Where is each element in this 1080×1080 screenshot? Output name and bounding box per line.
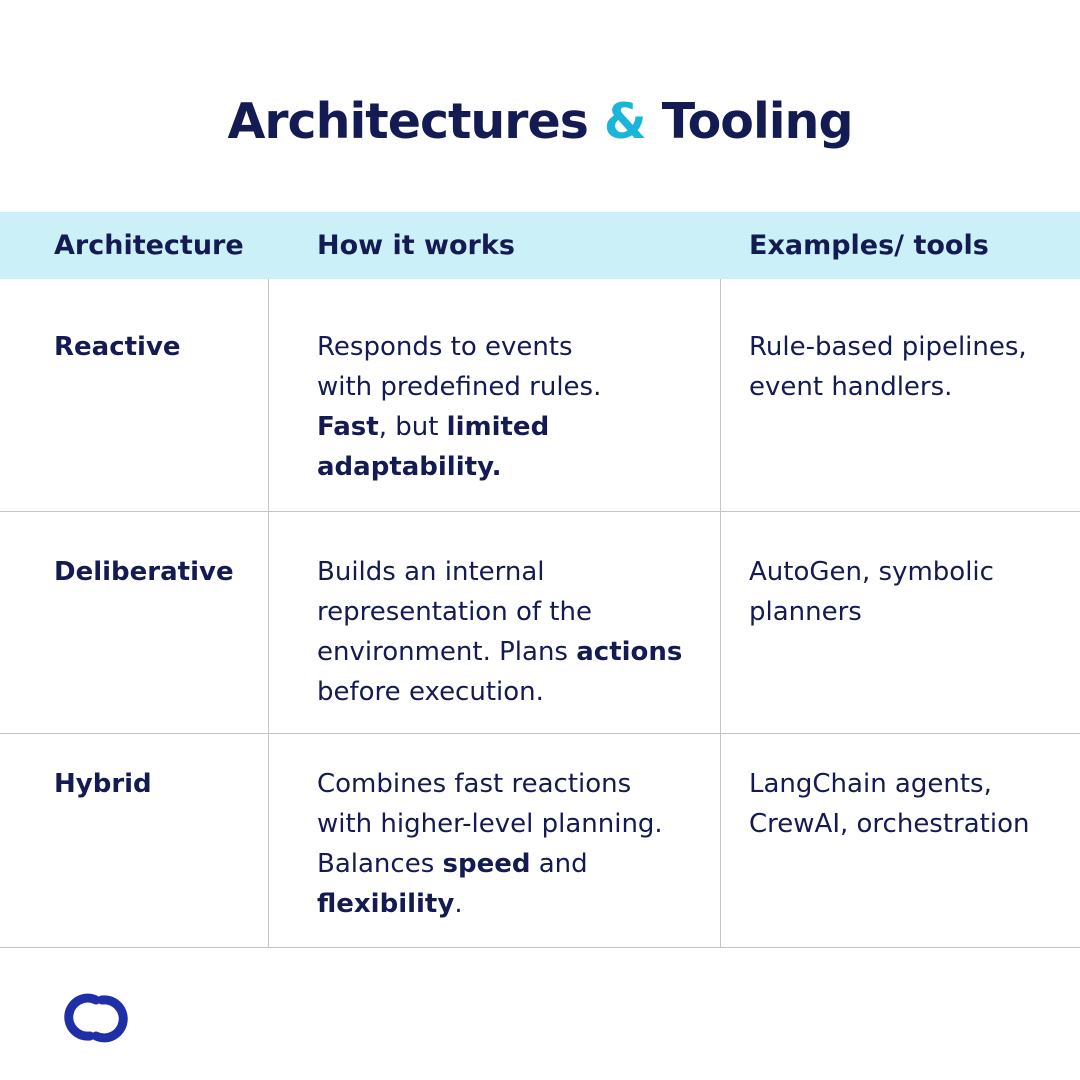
bold-text: limited [446,412,550,442]
text-segment: , but [378,412,447,442]
column-divider [720,734,721,947]
table-row [0,734,1080,948]
cell-line: AutoGen, symbolic [749,557,994,587]
page-title [0,92,1080,152]
cell-line [317,844,712,884]
text-segment: Balances [317,849,443,879]
architecture-cell: Deliberative [54,557,234,587]
cell-line [317,447,712,487]
examples-cell [749,552,1069,632]
cell-line [317,327,712,367]
examples-cell [749,327,1069,407]
cell-line [317,804,712,844]
cell-line: event handlers. [749,372,953,402]
text-segment: Responds to events [317,332,573,362]
table-header-row [0,212,1080,279]
bold-text: speed [442,849,531,879]
table-row [0,512,1080,734]
cell-line: LangChain agents, [749,769,992,799]
bold-text: flexibility [317,889,455,919]
bold-text: Fast [317,412,379,442]
header-how-it-works: How it works [317,230,515,261]
text-segment: and [530,849,588,879]
how-it-works-cell [317,764,712,924]
text-segment: with higher-level planning. [317,809,663,839]
text-segment: Combines fast reactions [317,769,632,799]
architecture-cell: Reactive [54,332,181,362]
column-divider [268,734,269,947]
how-it-works-cell [317,327,712,487]
brand-logo-icon [52,990,140,1048]
cell-line [317,592,712,632]
cell-line [317,884,712,924]
column-divider [720,512,721,733]
cell-line: planners [749,597,862,627]
cell-line [317,632,712,672]
cell-line [317,672,712,712]
cell-line [317,764,712,804]
examples-cell [749,764,1069,844]
header-examples-tools: Examples/ tools [749,230,989,261]
text-segment: environment. Plans [317,637,577,667]
column-divider [268,279,269,511]
text-segment: Builds an internal [317,557,545,587]
cell-line: Rule-based pipelines, [749,332,1027,362]
title-part-2: Tooling [661,93,853,150]
cell-line: CrewAI, orchestration [749,809,1030,839]
text-segment: with predefined rules. [317,372,602,402]
title-part-1: Architectures [227,93,588,150]
bold-text: actions [576,637,683,667]
table-row [0,279,1080,512]
column-divider [720,279,721,511]
text-segment: before execution. [317,677,544,707]
header-architecture: Architecture [54,230,244,261]
column-divider [268,512,269,733]
text-segment: representation of the [317,597,592,627]
how-it-works-cell [317,552,712,712]
title-ampersand: & [603,93,646,150]
cell-line [317,407,712,447]
cell-line [317,552,712,592]
cell-line [317,367,712,407]
text-segment: . [454,889,463,919]
bold-text: adaptability. [317,452,502,482]
architecture-cell: Hybrid [54,769,152,799]
